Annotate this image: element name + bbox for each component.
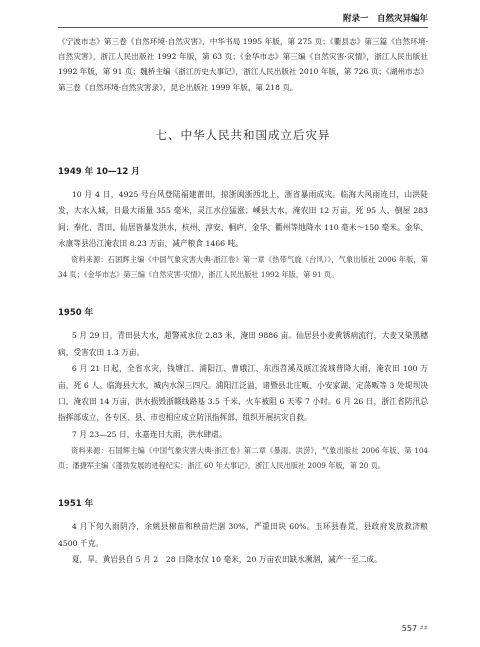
running-header: 附录一 自然灾异编年 xyxy=(342,14,428,24)
entry-paragraph: 10 月 4 日，4925 号台风登陆福建莆田，掠浙闽浙西北上，浙省暴雨成灾。临海大风雨连日，山洪陡发，大水入城，日最大雨量 355 毫米，灵江水位猛涨；嵊县大水，淹农田 12 万亩，死 95 人，倒屋 283 间；奉化、青田、仙居皆暴发洪水，杭州、淳安、桐庐、金华、衢州等地降水 110 毫米～150 毫米。金华、永康等县沿江淹农田 8.23 万亩，减产粮食 1466 吨。 xyxy=(58,189,428,249)
entry-paragraph: 夏，旱。黄岩县自 5 月 2 28 日降水仅 10 毫米，20 万亩农田缺水濒涸，减产一至二成。 xyxy=(71,555,382,565)
header-divider xyxy=(58,27,428,28)
source-note: 资料来源：石国辉主编《中国气象灾害大典·浙江卷》第二章《暴雨、洪涝》，气象出版社 2006 年版，第 104 页；潘捷军主编《蓬勃发展的进程纪实：浙江 60 年大事记》，浙江人民出版社 2009 年版，第 20 页。 xyxy=(58,446,428,471)
page-body xyxy=(58,34,428,569)
section-title: 七、中华人民共和国成立后灾异 xyxy=(155,127,331,142)
lead-citation: 《宁波市志》第三卷《自然环境·自然灾害》，中华书局 1995 年版，第 275 页；《衢县志》第三篇《自然环境·自然灾害》，浙江人民出版社 1992 年版，第 63 页；《金华市志》第三编《自然灾害·灾情》，浙江人民出版社 1992 年版，第 91 页；魏桥主编《浙江历史大事记》，浙江人民出版社 2010 年版，第 726 页；《湖州市志》第三卷《自然环境·自然灾害录》，昆仑出版社 1999 年版，第 218 页。 xyxy=(58,37,428,92)
entry-paragraph: 5 月 29 日，青田县大水，超警戒水位 2.83 米，淹田 9886 亩。仙居县小麦黄锈病流行，大麦又染黑穗病，受害农田 1.3 万亩。 xyxy=(58,331,428,357)
period-heading: 1949 年 10—12 月 xyxy=(58,166,140,177)
source-note: 资料来源：石国辉主编《中国气象灾害大典·浙江卷》第一章《热带气旋（台风）》，气象出版社 2006 年版，第 34 页；《金华市志》第三编《自然灾害·灾情》，浙江人民出版社 1992 年版，第 91 页。 xyxy=(58,255,428,280)
period-1950 xyxy=(58,306,428,473)
period-1951 xyxy=(58,497,428,568)
page-number-mark: ## xyxy=(419,625,428,632)
entry-paragraph: 7 月 23—25 日，永嘉连日大雨，洪水肆虐。 xyxy=(71,429,227,439)
period-heading: 1950 年 xyxy=(58,308,94,319)
entry-paragraph: 6 月 21 日起，全省水灾，钱塘江、浦阳江、曹娥江、东西苕溪及瓯江流域普降大雨，淹农田 100 万亩，死 6 人。临海县大水，城内水深三四尺。浦阳江泛溢，诸暨县北庄畈、小安家湖、定荡畈等 3 处堤坝决口，淹农田 14 万亩，洪水损毁浙赣线路基 3.5 千米，火车被阻 6 天零 7 小时。6 月 26 日，浙江省防汛总指挥部成立，各专区、县、市也相应成立防汛指挥部，组织开展抗灾自救。 xyxy=(58,364,428,423)
page-number xyxy=(402,624,428,633)
page-number-value: 557 xyxy=(401,624,418,633)
period-heading: 1951 年 xyxy=(58,499,94,510)
period-1949 xyxy=(58,165,428,283)
entry-paragraph: 4 月下旬久雨阴冷，余姚县棉苗和秧苗烂涸 30%，严重田块 60%。玉环县春荒，县政府发放救济粮 4500 千克。 xyxy=(58,522,428,548)
